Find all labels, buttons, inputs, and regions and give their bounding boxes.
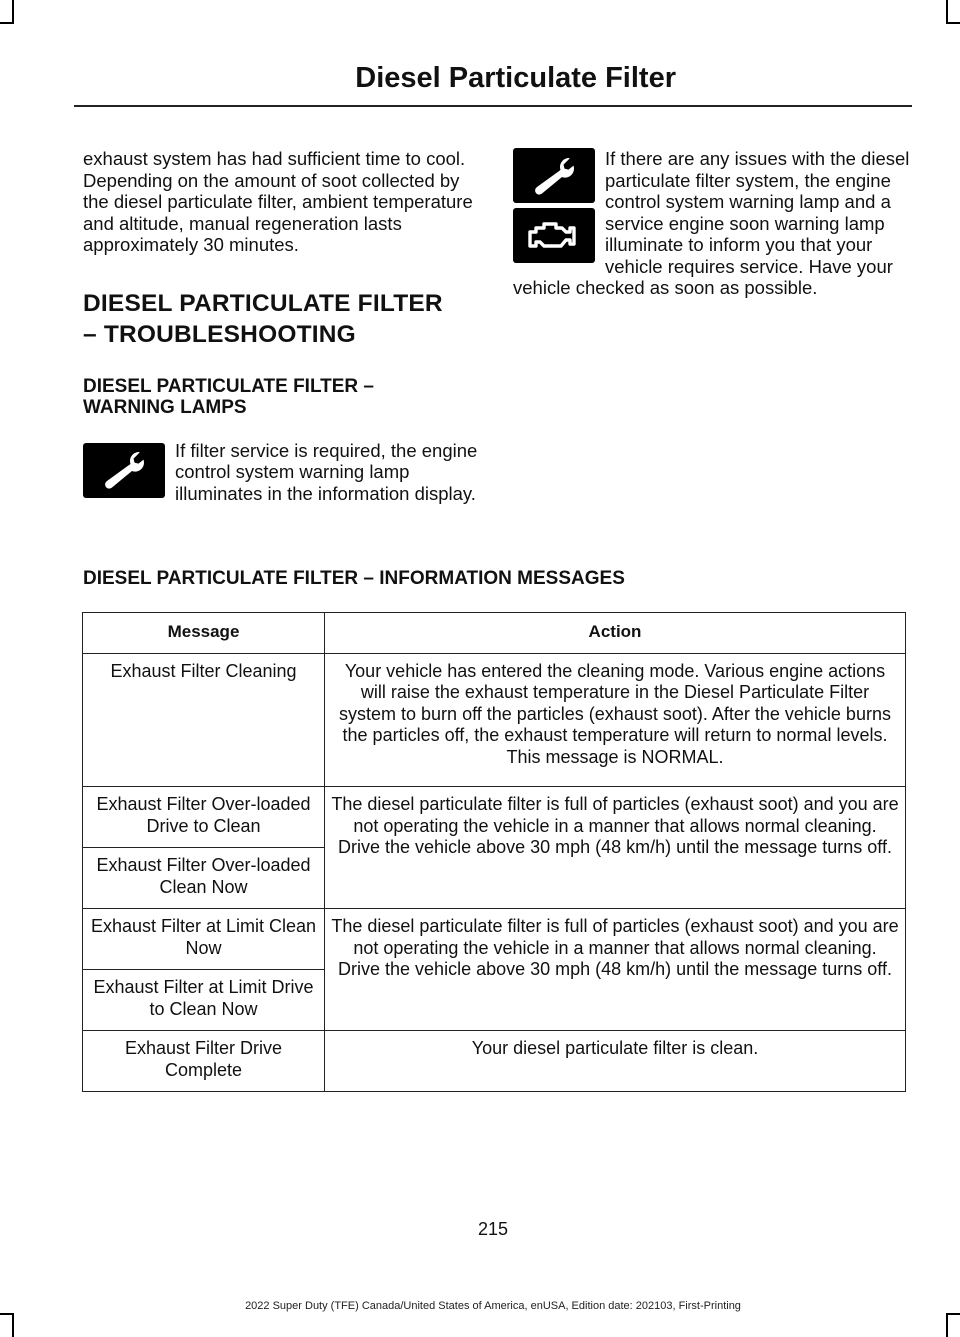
page-number: 215: [477, 1219, 509, 1239]
subsection-title: DIESEL PARTICULATE FILTER – WARNING LAMPS: [83, 375, 374, 418]
section-heading: [83, 288, 481, 350]
table-row: [83, 1031, 906, 1092]
crop-mark: [946, 1313, 960, 1315]
message-cell: Exhaust Filter Over-loaded Clean Now: [83, 848, 325, 909]
column-header-action: Action: [325, 613, 906, 654]
page-title: Diesel Particulate Filter: [355, 62, 676, 94]
left-column: [83, 148, 481, 504]
column-header-message: Message: [83, 613, 325, 654]
intro-paragraph: exhaust system has had sufficient time to cool. Depending on the amount of soot collected by the diesel particulate filter, ambient temperature and altitude, manual regeneration lasts approximately 30 minutes.: [83, 148, 473, 255]
crop-mark: [946, 22, 960, 24]
table-row: [83, 909, 906, 970]
action-cell: The diesel particulate filter is full of particles (exhaust soot) and you are not operating the vehicle in a manner that allows normal cleaning. Drive the vehicle above 30 mph (48 km/h) until the message turns off.: [325, 909, 906, 1031]
check-engine-icon: [513, 208, 595, 263]
action-cell: Your vehicle has entered the cleaning mode. Various engine actions will raise the exhaust temperature in the Diesel Particulate Filter system to burn off the particles (exhaust soot). After the vehicle burns the particles off, the exhaust temperature will return to normal levels. This message is NORMAL.: [325, 653, 906, 787]
crop-mark: [12, 0, 14, 24]
table-row: [83, 653, 906, 787]
action-cell: Your diesel particulate filter is clean.: [325, 1031, 906, 1092]
table-title: DIESEL PARTICULATE FILTER – INFORMATION MESSAGES: [83, 568, 625, 589]
message-cell: Exhaust Filter Over-loaded Drive to Clean: [83, 787, 325, 848]
wrench-icon: [83, 443, 165, 498]
section-title-line-2: – TROUBLESHOOTING: [83, 320, 356, 348]
crop-mark: [0, 1313, 14, 1315]
crop-mark: [946, 1313, 948, 1337]
message-cell: Exhaust Filter Cleaning: [83, 653, 325, 787]
crop-mark: [946, 0, 948, 24]
information-messages-table: [82, 612, 906, 1092]
crop-mark: [12, 1313, 14, 1337]
action-cell: The diesel particulate filter is full of particles (exhaust soot) and you are not operating the vehicle in a manner that allows normal cleaning. Drive the vehicle above 30 mph (48 km/h) until the message turns off.: [325, 787, 906, 909]
right-column: [513, 148, 911, 299]
table-row: [83, 787, 906, 848]
wrench-icon: [513, 148, 595, 203]
table-header-row: [83, 613, 906, 654]
footer-edition-text: 2022 Super Duty (TFE) Canada/United States of America, enUSA, Edition date: 202103, First-Printing: [245, 1300, 741, 1312]
warning-lamp-block: [83, 440, 481, 505]
message-cell: Exhaust Filter Drive Complete: [83, 1031, 325, 1092]
section-title-line-1: DIESEL PARTICULATE FILTER: [83, 289, 443, 317]
service-paragraph: If there are any issues with the diesel particulate filter system, the engine control system warning lamp and a service engine soon warning lamp illuminate to inform you that your vehicle requires service. Have your vehicle checked as soon as possible.: [513, 148, 910, 298]
message-cell: Exhaust Filter at Limit Drive to Clean Now: [83, 970, 325, 1031]
icon-stack: [513, 148, 595, 263]
crop-mark: [0, 22, 14, 24]
header-divider: [74, 105, 912, 107]
message-cell: Exhaust Filter at Limit Clean Now: [83, 909, 325, 970]
warning-lamp-text: If filter service is required, the engine control system warning lamp illuminates in the information display.: [175, 439, 478, 504]
